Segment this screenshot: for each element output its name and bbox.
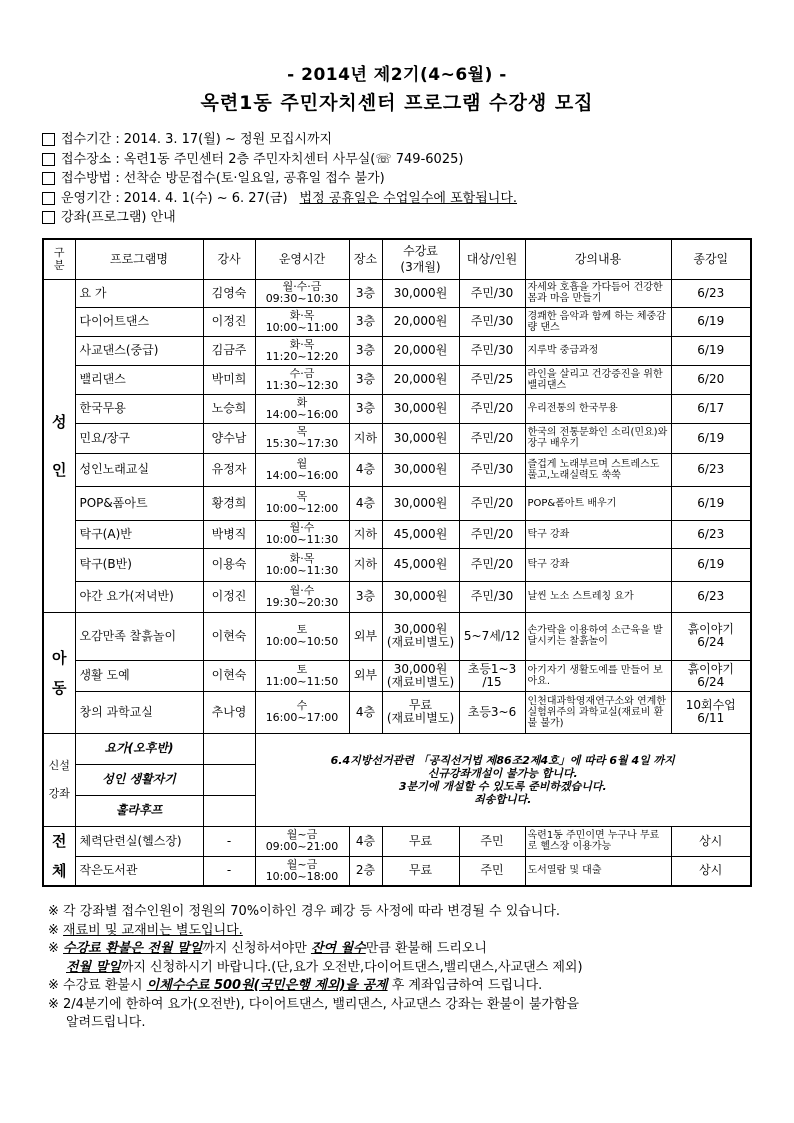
new-course-name: 요가(오후반)	[75, 733, 203, 764]
teacher-name: 양수남	[203, 423, 255, 453]
target: 주민/30	[459, 336, 525, 365]
header-group-label: 구분	[53, 246, 65, 273]
footnote-refund-fee	[48, 977, 768, 996]
info-note: 법정 공휴일은 수업일수에 포함됩니다.	[299, 190, 518, 206]
fee-note: (재료비별도)	[386, 635, 455, 649]
group-label	[43, 612, 75, 733]
schedule-days: 화·목	[289, 337, 315, 351]
group-label-wrap	[46, 757, 73, 803]
end-date: 6/23	[671, 279, 751, 307]
group-char: 체	[52, 861, 67, 880]
place: 4층	[349, 486, 382, 520]
course-content: 탁구 강좌	[525, 520, 671, 548]
schedule-time	[255, 826, 349, 856]
checkbox-icon	[42, 211, 55, 224]
teacher-name: 이용숙	[203, 548, 255, 581]
place: 3층	[349, 307, 382, 336]
footnote-no-refund: ※ 2/4분기에 한하여 요가(오전반), 다이어트댄스, 밸리댄스, 사교댄스 강좌는 환불이 불가함을	[48, 996, 580, 1012]
fee: 45,000원	[393, 557, 448, 571]
course-content: 즐겁게 노래부르며 스트레스도 풀고,노래실력도 쑥쑥	[525, 453, 671, 486]
fee-cell	[382, 520, 459, 548]
schedule-hours: 11:00~11:50	[265, 674, 339, 688]
schedule-time	[255, 520, 349, 548]
new-course-name: 훌라후프	[75, 795, 203, 826]
table-row	[43, 336, 751, 365]
child-section	[43, 612, 751, 733]
place: 3층	[349, 365, 382, 394]
teacher-name: 추나영	[203, 691, 255, 733]
fee-note: (재료비별도)	[386, 674, 455, 689]
course-content: 우리전통의 한국무용	[525, 394, 671, 423]
schedule-time	[255, 486, 349, 520]
schedule-time	[255, 423, 349, 453]
schedule-days: 월~금	[286, 857, 318, 871]
info-value: 2014. 3. 17(월) ~ 정원 모집시까지	[123, 132, 333, 147]
table-row	[43, 365, 751, 394]
info-label: 운영기간 :	[61, 190, 120, 206]
teacher-name: 이정진	[203, 307, 255, 336]
course-content: 날씬 노소 스트레칭 요가	[525, 581, 671, 612]
info-value: 옥련1동 주민센터 2층 주민자치센터 사무실(☏ 749-6025)	[123, 151, 464, 167]
schedule-time	[255, 660, 349, 691]
teacher-name: -	[203, 826, 255, 856]
place: 외부	[349, 660, 382, 691]
course-content: 손가락을 이용하여 소근육을 발달시키는 찰흙놀이	[525, 612, 671, 660]
group-label-wrap	[46, 648, 73, 698]
place: 4층	[349, 453, 382, 486]
fee: 30,000원	[393, 285, 448, 300]
info-value: 선착순 방문접수(토·일요일, 공휴일 접수 불가)	[123, 171, 385, 186]
fee: 30,000원	[393, 430, 448, 445]
teacher-name: 김영숙	[203, 279, 255, 307]
schedule-days: 수·금	[289, 366, 315, 380]
program-name: 생활 도예	[75, 660, 203, 691]
header-end: 종강일	[671, 239, 751, 279]
fee: 무료	[408, 698, 433, 712]
end-date: 6/19	[671, 423, 751, 453]
schedule-days: 화·목	[289, 551, 315, 565]
table-row	[43, 612, 751, 660]
new-course-teacher	[203, 764, 255, 795]
fee-cell	[382, 279, 459, 307]
footnote-emph: 전월 말일	[66, 959, 121, 975]
schedule-time	[255, 336, 349, 365]
cancel-notice-line: 죄송합니다.	[474, 792, 532, 806]
header-place: 장소	[349, 239, 382, 279]
info-label: 접수방법 :	[61, 171, 120, 186]
footnote-emph: 수강료 환불은 전월 말일	[63, 941, 203, 956]
target: 주민/20	[459, 520, 525, 548]
info-label: 강좌(프로그램) 안내	[61, 210, 176, 225]
end-date: 6/19	[671, 307, 751, 336]
fee-cell	[382, 548, 459, 581]
footnote-material-fee	[48, 922, 768, 941]
schedule-hours: 11:30~12:30	[265, 378, 339, 392]
fee-cell	[382, 453, 459, 486]
place: 4층	[349, 691, 382, 733]
cancel-notice-line: 3분기에 개설할 수 있도록 준비하겠습니다.	[398, 779, 607, 793]
footnotes	[48, 903, 768, 1033]
teacher-name: 유정자	[203, 453, 255, 486]
program-name: 민요/장구	[75, 423, 203, 453]
schedule-days: 토	[296, 662, 308, 676]
info-value: 2014. 4. 1(수) ~ 6. 27(금)	[123, 190, 288, 206]
course-content: 라인을 살리고 건강증진을 위한 밸리댄스	[525, 365, 671, 394]
schedule-time	[255, 453, 349, 486]
table-row	[43, 581, 751, 612]
teacher-name: 이정진	[203, 581, 255, 612]
teacher-name: 박병직	[203, 520, 255, 548]
fee-cell	[382, 660, 459, 691]
schedule-hours: 10:00~18:00	[265, 869, 339, 883]
place: 3층	[349, 279, 382, 307]
program-name: 탁구(B반)	[75, 548, 203, 581]
target: 주민/20	[459, 486, 525, 520]
course-content: 인천대과학영재연구소와 연계한 실험위주의 과학교실(재료비 환불 불가)	[525, 691, 671, 733]
footnote-text: 까지 신청하셔야만	[202, 941, 311, 956]
page-title-period: - 2014년 제2기(4~6월) -	[287, 65, 507, 85]
footnote-closing-policy: ※ 각 강좌별 접수인원이 정원의 70%이하인 경우 폐강 등 사정에 따라 변경될 수 있습니다.	[48, 904, 561, 919]
header-program: 프로그램명	[75, 239, 203, 279]
target: 주민	[459, 826, 525, 856]
program-name: 작은도서관	[75, 856, 203, 886]
header-teacher: 강사	[203, 239, 255, 279]
schedule-days: 토	[296, 623, 308, 636]
header-group	[43, 239, 75, 279]
end-date: 6/17	[671, 394, 751, 423]
group-char: 강좌	[48, 786, 70, 800]
all-section	[43, 826, 751, 886]
table-row	[43, 394, 751, 423]
new-course-teacher	[203, 795, 255, 826]
program-name: 체력단련실(헬스장)	[75, 826, 203, 856]
fee: 30,000원	[393, 589, 448, 603]
end-date: 6/19	[671, 548, 751, 581]
new-course-name: 성인 생활자기	[75, 764, 203, 795]
footnote-no-refund-cont: 알려드립니다.	[66, 1015, 146, 1030]
place: 지하	[349, 548, 382, 581]
schedule-hours: 10:00~11:30	[265, 533, 339, 546]
program-name: POP&폼아트	[75, 486, 203, 520]
program-name: 요 가	[75, 279, 203, 307]
table-row	[43, 486, 751, 520]
fee-cell	[382, 581, 459, 612]
schedule-days: 수	[296, 699, 308, 712]
teacher-name: 김금주	[203, 336, 255, 365]
schedule-time	[255, 394, 349, 423]
course-content: 경쾌한 음악과 함께 하는 체중감량 댄스	[525, 307, 671, 336]
fee-cell	[382, 307, 459, 336]
course-content: 지루박 중급과정	[525, 336, 671, 365]
footnote-text: 만큼 환불해 드리오니	[365, 941, 487, 956]
schedule-days: 화	[296, 395, 308, 409]
program-name: 야간 요가(저녁반)	[75, 581, 203, 612]
table-row	[43, 423, 751, 453]
info-label: 접수장소 :	[61, 151, 120, 167]
fee-cell	[382, 365, 459, 394]
group-label	[43, 279, 75, 612]
end-date: 흙이야기 6/24	[671, 660, 751, 691]
end-date: 6/23	[671, 581, 751, 612]
place: 3층	[349, 336, 382, 365]
end-date: 6/23	[671, 520, 751, 548]
fee: 30,000원	[393, 622, 448, 636]
teacher-name: 박미희	[203, 365, 255, 394]
fee: 20,000원	[393, 314, 448, 328]
schedule-hours: 10:00~11:30	[265, 563, 339, 577]
info-row-reception-period	[42, 130, 762, 150]
place: 외부	[349, 612, 382, 660]
header-target: 대상/인원	[459, 239, 525, 279]
end-date: 상시	[671, 856, 751, 886]
end-date: 상시	[671, 826, 751, 856]
checkbox-icon	[42, 133, 55, 146]
checkbox-icon	[42, 192, 55, 205]
schedule-hours: 10:00~12:00	[265, 502, 339, 515]
info-row-reception-method	[42, 169, 762, 189]
schedule-time	[255, 691, 349, 733]
footnote-text: 재료비 및 교재비는 별도입니다.	[63, 922, 243, 938]
group-char: 아	[52, 648, 67, 667]
place: 4층	[349, 826, 382, 856]
program-name: 한국무용	[75, 394, 203, 423]
target: 주민/30	[459, 453, 525, 486]
schedule-time	[255, 548, 349, 581]
fee: 30,000원	[393, 495, 448, 510]
schedule-days: 목	[296, 425, 308, 438]
header-fee-label: 수강료	[403, 243, 438, 258]
footnote-refund-policy-cont	[48, 959, 768, 978]
table-row	[43, 453, 751, 486]
table-row	[43, 279, 751, 307]
fee-cell	[382, 486, 459, 520]
fee: 30,000원	[393, 462, 448, 476]
fee: 무료	[382, 826, 459, 856]
cancel-notice-line: 6.4지방선거관련 「공직선거법 제86조2제4호」에 따라 6월 4일 까지	[330, 753, 675, 767]
place: 지하	[349, 520, 382, 548]
program-name: 창의 과학교실	[75, 691, 203, 733]
fee: 무료	[382, 856, 459, 886]
header-fee	[382, 239, 459, 279]
teacher-name: -	[203, 856, 255, 886]
course-content: POP&폼아트 배우기	[525, 486, 671, 520]
schedule-hours: 19:30~20:30	[265, 595, 339, 609]
schedule-time	[255, 612, 349, 660]
schedule-time	[255, 856, 349, 886]
fee-cell	[382, 394, 459, 423]
course-content: 자세와 호흡을 가다듬어 건강한 몸과 마음 만들기	[525, 279, 671, 307]
schedule-time	[255, 307, 349, 336]
schedule-hours: 14:00~16:00	[265, 407, 339, 421]
footnote-refund-policy	[48, 940, 768, 959]
info-label: 접수기간 :	[61, 132, 120, 147]
info-row-operation-period	[42, 189, 762, 209]
target: 초등3~6	[459, 691, 525, 733]
end-date: 6/19	[671, 336, 751, 365]
cancel-notice-line: 신규강좌개설이 불가능 합니다.	[427, 766, 578, 780]
new-course-teacher	[203, 733, 255, 764]
schedule-hours: 09:30~10:30	[265, 292, 339, 305]
end-date: 6/19	[671, 486, 751, 520]
table-row	[43, 691, 751, 733]
table-row	[43, 307, 751, 336]
teacher-name: 노승희	[203, 394, 255, 423]
end-date: 10회수업 6/11	[671, 691, 751, 733]
target: 주민/20	[459, 548, 525, 581]
table-row	[43, 520, 751, 548]
schedule-days: 목	[296, 490, 308, 503]
group-char: 동	[52, 678, 67, 697]
fee-cell	[382, 423, 459, 453]
table-header-row	[43, 239, 751, 279]
group-label	[43, 826, 75, 886]
footnote-mark: ※	[48, 941, 64, 956]
program-name: 오감만족 찰흙놀이	[75, 612, 203, 660]
program-table	[42, 238, 752, 887]
footnote-emph: 잔여 월수	[310, 941, 366, 956]
fee: 30,000원	[393, 401, 448, 415]
schedule-days: 월	[296, 456, 308, 470]
program-name: 밸리댄스	[75, 365, 203, 394]
schedule-days: 월·수·금	[282, 280, 322, 293]
group-label	[43, 733, 75, 826]
place: 지하	[349, 423, 382, 453]
header-fee-period: (3개월)	[400, 259, 441, 274]
course-content: 한국의 전통문화인 소리(민요)와 장구 배우기	[525, 423, 671, 453]
checkbox-icon	[42, 153, 55, 166]
schedule-time	[255, 581, 349, 612]
adult-section	[43, 279, 751, 612]
schedule-hours: 15:30~17:30	[265, 437, 339, 450]
schedule-time	[255, 365, 349, 394]
footnote-text: 까지 신청하시기 바랍니다.(단,요가 오전반,다이어트댄스,밸리댄스,사교댄스 제외)	[120, 959, 583, 975]
schedule-time	[255, 279, 349, 307]
fee-cell	[382, 691, 459, 733]
schedule-days: 월·수	[289, 583, 315, 597]
program-name: 사교댄스(중급)	[75, 336, 203, 365]
target: 주민/30	[459, 279, 525, 307]
group-char: 인	[52, 460, 67, 479]
schedule-hours: 14:00~16:00	[265, 468, 339, 482]
end-date: 흙이야기 6/24	[671, 612, 751, 660]
place: 2층	[349, 856, 382, 886]
fee-note: (재료비별도)	[386, 711, 455, 725]
end-date: 6/20	[671, 365, 751, 394]
cancel-notice	[255, 733, 751, 826]
footnote-emph: 이체수수료 500원(국민은행 제외)을 공제	[146, 978, 388, 993]
target: 주민/30	[459, 307, 525, 336]
schedule-hours: 10:00~10:50	[265, 635, 339, 648]
group-char: 전	[52, 831, 67, 850]
target: 주민/30	[459, 581, 525, 612]
fee: 20,000원	[393, 372, 448, 386]
target: 초등1~3 /15	[459, 660, 525, 691]
info-row-course-guide	[42, 208, 762, 228]
teacher-name: 이현숙	[203, 612, 255, 660]
program-name: 다이어트댄스	[75, 307, 203, 336]
fee: 20,000원	[393, 343, 448, 357]
target: 주민/20	[459, 423, 525, 453]
header-time: 운영시간	[255, 239, 349, 279]
program-name: 탁구(A)반	[75, 520, 203, 548]
course-content: 탁구 강좌	[525, 548, 671, 581]
footnote-text: ※ 수강료 환불시	[48, 978, 147, 993]
group-char: 신설	[48, 758, 70, 772]
schedule-days: 월·수	[289, 521, 315, 534]
fee: 45,000원	[393, 526, 448, 541]
teacher-name: 황경희	[203, 486, 255, 520]
footnote-mark: ※	[48, 922, 64, 938]
info-row-reception-place	[42, 150, 762, 170]
place: 3층	[349, 394, 382, 423]
target: 주민/25	[459, 365, 525, 394]
fee: 30,000원	[393, 661, 448, 676]
course-content: 도서열람 및 대출	[525, 856, 671, 886]
end-date: 6/23	[671, 453, 751, 486]
page-title: 옥련1동 주민자치센터 프로그램 수강생 모집	[200, 92, 594, 114]
new-course-section	[43, 733, 751, 826]
group-label-wrap	[46, 831, 73, 881]
schedule-hours: 10:00~11:00	[265, 320, 339, 334]
schedule-days: 화·목	[289, 308, 315, 322]
target: 5~7세/12	[459, 612, 525, 660]
table-row	[43, 856, 751, 886]
table-row	[43, 660, 751, 691]
footnote-text: 후 계좌입금하여 드립니다.	[387, 978, 543, 993]
checkbox-icon	[42, 172, 55, 185]
new-course-row	[43, 733, 751, 764]
teacher-name: 이현숙	[203, 660, 255, 691]
group-char: 성	[52, 412, 67, 431]
header-content: 강의내용	[525, 239, 671, 279]
target: 주민/20	[459, 394, 525, 423]
schedule-hours: 11:20~12:20	[265, 349, 339, 363]
place: 3층	[349, 581, 382, 612]
group-label-wrap	[46, 412, 73, 480]
fee-cell	[382, 612, 459, 660]
table-row	[43, 548, 751, 581]
schedule-hours: 09:00~21:00	[265, 840, 339, 853]
course-content: 아기자기 생활도예를 만들어 보아요.	[525, 660, 671, 691]
info-list	[42, 130, 762, 228]
program-name: 성인노래교실	[75, 453, 203, 486]
table-row	[43, 826, 751, 856]
target: 주민	[459, 856, 525, 886]
schedule-hours: 16:00~17:00	[265, 711, 339, 724]
course-content: 옥련1동 주민이면 누구나 무료로 헬스장 이용가능	[525, 826, 671, 856]
fee-cell	[382, 336, 459, 365]
schedule-days: 월~금	[286, 828, 318, 841]
